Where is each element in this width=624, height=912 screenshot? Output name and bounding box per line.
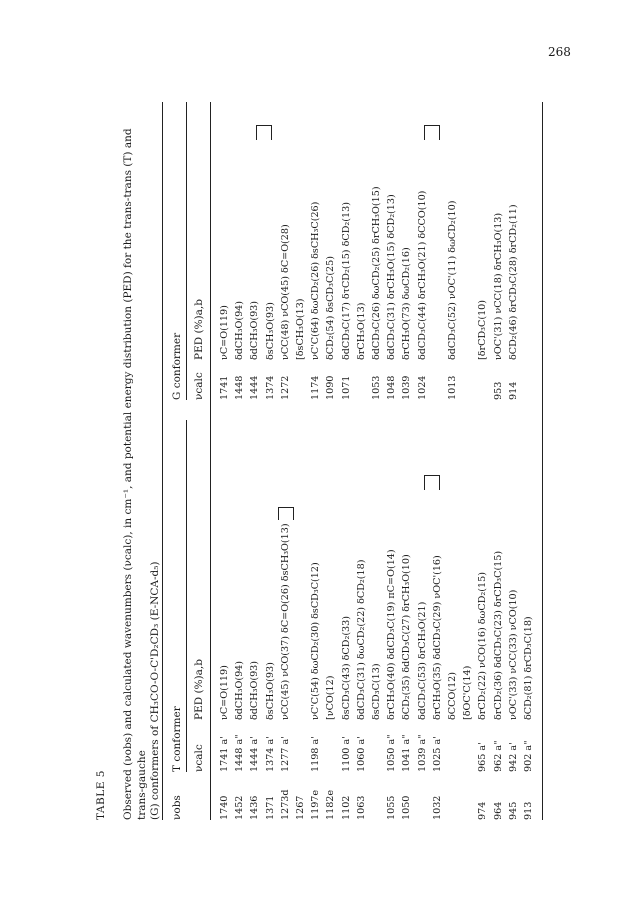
header-t-ped: PED (%)a,b [193, 659, 205, 720]
cell-g-nu-calc: 1741 [219, 375, 230, 400]
cell-t-ped: δrCH₃O(35) δdCD₃C(29) νOC'(16) [431, 555, 443, 720]
cell-t-ped: νC'C(54) δωCD₂(30) δsCD₃C(12) [310, 562, 322, 720]
cell-g-nu-calc: 1272 [279, 375, 291, 400]
cell-g-ped: δdCD₃C(52) νOC'(11) δωCD₂(10) [447, 200, 458, 360]
cell-g-ped: νOC'(31) νCC(18) δrCH₃O(13) [492, 212, 504, 360]
cell-nu-obs: 1273d [279, 789, 291, 820]
top-rule [162, 102, 163, 820]
header-t-conformer: T conformer [171, 706, 183, 772]
cell-t-nu-calc: 902 a" [523, 740, 534, 772]
bottom-rule [542, 102, 543, 820]
continuation-bracket-g2 [424, 125, 440, 140]
caption-line-2: (G) conformers of CH₃CO-O-C'D₂CD₃ (E-NCA-d₅) [149, 561, 162, 820]
cell-g-ped: δrCH₃O(13) [355, 302, 367, 360]
cell-t-ped: δdCD₃C(31) δωCD₂(22) δCD₂(18) [355, 559, 367, 720]
cell-t-nu-calc: 1060 a' [355, 736, 367, 772]
cell-t-nu-calc: 1198 a' [310, 736, 322, 772]
cell-g-nu-calc: 1174 [310, 375, 322, 400]
cell-t-ped: νCC(45) νCO(37) δC=O(26) δsCH₃O(13) [279, 523, 291, 720]
t-conformer-rule [186, 420, 187, 772]
header-rule [210, 102, 211, 820]
header-g-ped: PED (%)a,b [193, 299, 205, 360]
cell-nu-obs: 1050 [401, 795, 413, 820]
cell-nu-obs: 1197e [310, 789, 322, 820]
cell-g-nu-calc: 1053 [371, 375, 382, 400]
header-nu-obs: νobs [171, 795, 183, 820]
cell-g-nu-calc: 1039 [401, 375, 413, 400]
cell-g-ped: δCD₂(46) δrCD₃C(28) δrCD₂(11) [507, 204, 519, 360]
cell-g-nu-calc: 1448 [234, 375, 246, 400]
cell-t-ped: δCD₂(35) δdCD₃C(27) δrCH₃O(10) [401, 554, 413, 720]
g-conformer-rule [186, 102, 187, 400]
cell-t-ped: δCCO(12) [447, 671, 458, 720]
cell-nu-obs: 945 [507, 801, 519, 820]
cell-g-ped: νC'C(64) δωCD₂(26) δsCH₃C(26) [310, 201, 322, 360]
cell-g-nu-calc: 1090 [325, 375, 337, 400]
cell-t-nu-calc: 965 a' [477, 742, 489, 772]
cell-t-nu-calc: 1041 a" [401, 734, 413, 772]
cell-t-ped: δsCH₃O(93) [264, 662, 276, 720]
cell-nu-obs: 1452 [234, 795, 246, 820]
cell-g-ped: δdCD₃C(44) δrCH₃O(21) δCCO(10) [416, 190, 428, 360]
cell-g-ped: δdCD₃C(31) δrCH₃O(15) δCD₂(13) [386, 194, 398, 360]
cell-g-nu-calc: 1048 [386, 375, 398, 400]
cell-nu-obs: 1436 [249, 795, 261, 820]
cell-g-ped: δdCD₃C(26) δωCD₂(25) δrCH₃O(15) [371, 186, 382, 360]
continuation-bracket-g1 [256, 125, 272, 140]
cell-t-nu-calc: 1025 a' [431, 736, 443, 772]
cell-t-ped: δrCH₃O(40) δdCD₃C(19) πC=O(14) [386, 549, 398, 720]
cell-g-nu-calc: 1071 [340, 375, 352, 400]
cell-g-ped: δdCH₃O(93) [249, 300, 261, 360]
cell-g-nu-calc: 1013 [447, 375, 458, 400]
cell-t-ped: δrCD₂(36) δdCD₃C(23) δrCD₃C(15) [492, 550, 504, 720]
cell-t-ped: δdCH₃O(93) [249, 660, 261, 720]
cell-nu-obs: 1182e [325, 789, 337, 820]
cell-t-nu-calc: 942 a' [507, 742, 519, 772]
cell-g-ped: νCC(48) νCO(45) δC=O(28) [279, 224, 291, 360]
rotated-table [96, 100, 566, 820]
cell-g-nu-calc: 1374 [264, 375, 276, 400]
cell-g-nu-calc: 953 [492, 381, 504, 400]
cell-nu-obs: 1740 [219, 795, 230, 820]
cell-g-nu-calc: 1024 [416, 375, 428, 400]
caption-line-1: Observed (νobs) and calculated wavenumbers (νcalc), in cm⁻¹, and potential energy distribution (PED) for the trans-trans (T) and trans-gauche [122, 128, 148, 820]
cell-nu-obs: 964 [492, 801, 504, 820]
cell-t-nu-calc: 1448 a" [234, 734, 246, 772]
cell-g-nu-calc: 914 [507, 381, 519, 400]
cell-t-nu-calc: 1741 a' [219, 736, 230, 772]
cell-g-ped: [δrCD₃C(10) [477, 299, 489, 360]
cell-t-ped: [δOC'C(14) [462, 665, 474, 720]
continuation-bracket-t1 [278, 507, 294, 520]
header-g-conformer: G conformer [171, 332, 183, 400]
cell-t-nu-calc: 1039 a" [416, 734, 428, 772]
cell-g-ped: [δsCH₃O(13) [295, 298, 306, 360]
cell-t-nu-calc: 1100 a' [340, 736, 352, 772]
cell-nu-obs: 1032 [431, 795, 443, 820]
cell-t-ped: δrCD₂(22) νCO(16) δωCD₂(15) [477, 572, 489, 720]
cell-g-ped: νC=O(119) [219, 305, 230, 360]
cell-t-nu-calc: 962 a" [492, 740, 504, 772]
cell-t-nu-calc: 1277 a' [279, 736, 291, 772]
table-caption [122, 102, 163, 820]
cell-nu-obs: 1063 [355, 795, 367, 820]
cell-t-nu-calc: 1444 a' [249, 736, 261, 772]
cell-t-ped: δCD₂(81) δrCD₃C(18) [523, 616, 534, 720]
cell-nu-obs: 1371 [264, 795, 276, 820]
cell-t-ped: νOC'(33) νCC(33) νCO(10) [507, 589, 519, 720]
cell-g-ped: δdCH₃O(94) [234, 300, 246, 360]
cell-g-ped: δsCH₃O(93) [264, 302, 276, 360]
cell-t-ped: δdCH₃O(94) [234, 660, 246, 720]
page-number: 268 [548, 45, 571, 59]
cell-g-ped: δCD₂(54) δsCD₃C(25) [325, 255, 337, 360]
cell-t-ped: δsCD₃C(43) δCD₂(33) [340, 615, 352, 720]
cell-nu-obs: 1102 [340, 795, 352, 820]
header-t-nu-calc: νcalc [193, 744, 205, 772]
cell-t-ped: [νCO(12) [325, 675, 337, 720]
header-g-nu-calc: νcalc [193, 372, 205, 400]
cell-t-ped: δsCD₃C(13) [371, 663, 382, 720]
cell-g-nu-calc: 1444 [249, 375, 261, 400]
cell-nu-obs: 1055 [386, 795, 398, 820]
table-title: TABLE 5 [95, 770, 107, 820]
cell-g-ped: δdCD₃C(17) δτCD₂(15) δCD₂(13) [340, 202, 352, 360]
cell-t-nu-calc: 1374 a' [264, 736, 276, 772]
cell-nu-obs: 974 [477, 801, 489, 820]
cell-nu-obs: 1267 [295, 795, 306, 820]
cell-t-nu-calc: 1050 a" [386, 734, 398, 772]
cell-t-ped: νC=O(119) [219, 665, 230, 720]
cell-g-ped: δrCH₃O(73) δωCD₂(16) [401, 247, 413, 360]
cell-t-ped: δdCD₃C(53) δrCH₃O(21) [416, 601, 428, 720]
continuation-bracket-t2 [424, 475, 440, 490]
cell-nu-obs: 913 [523, 801, 534, 820]
